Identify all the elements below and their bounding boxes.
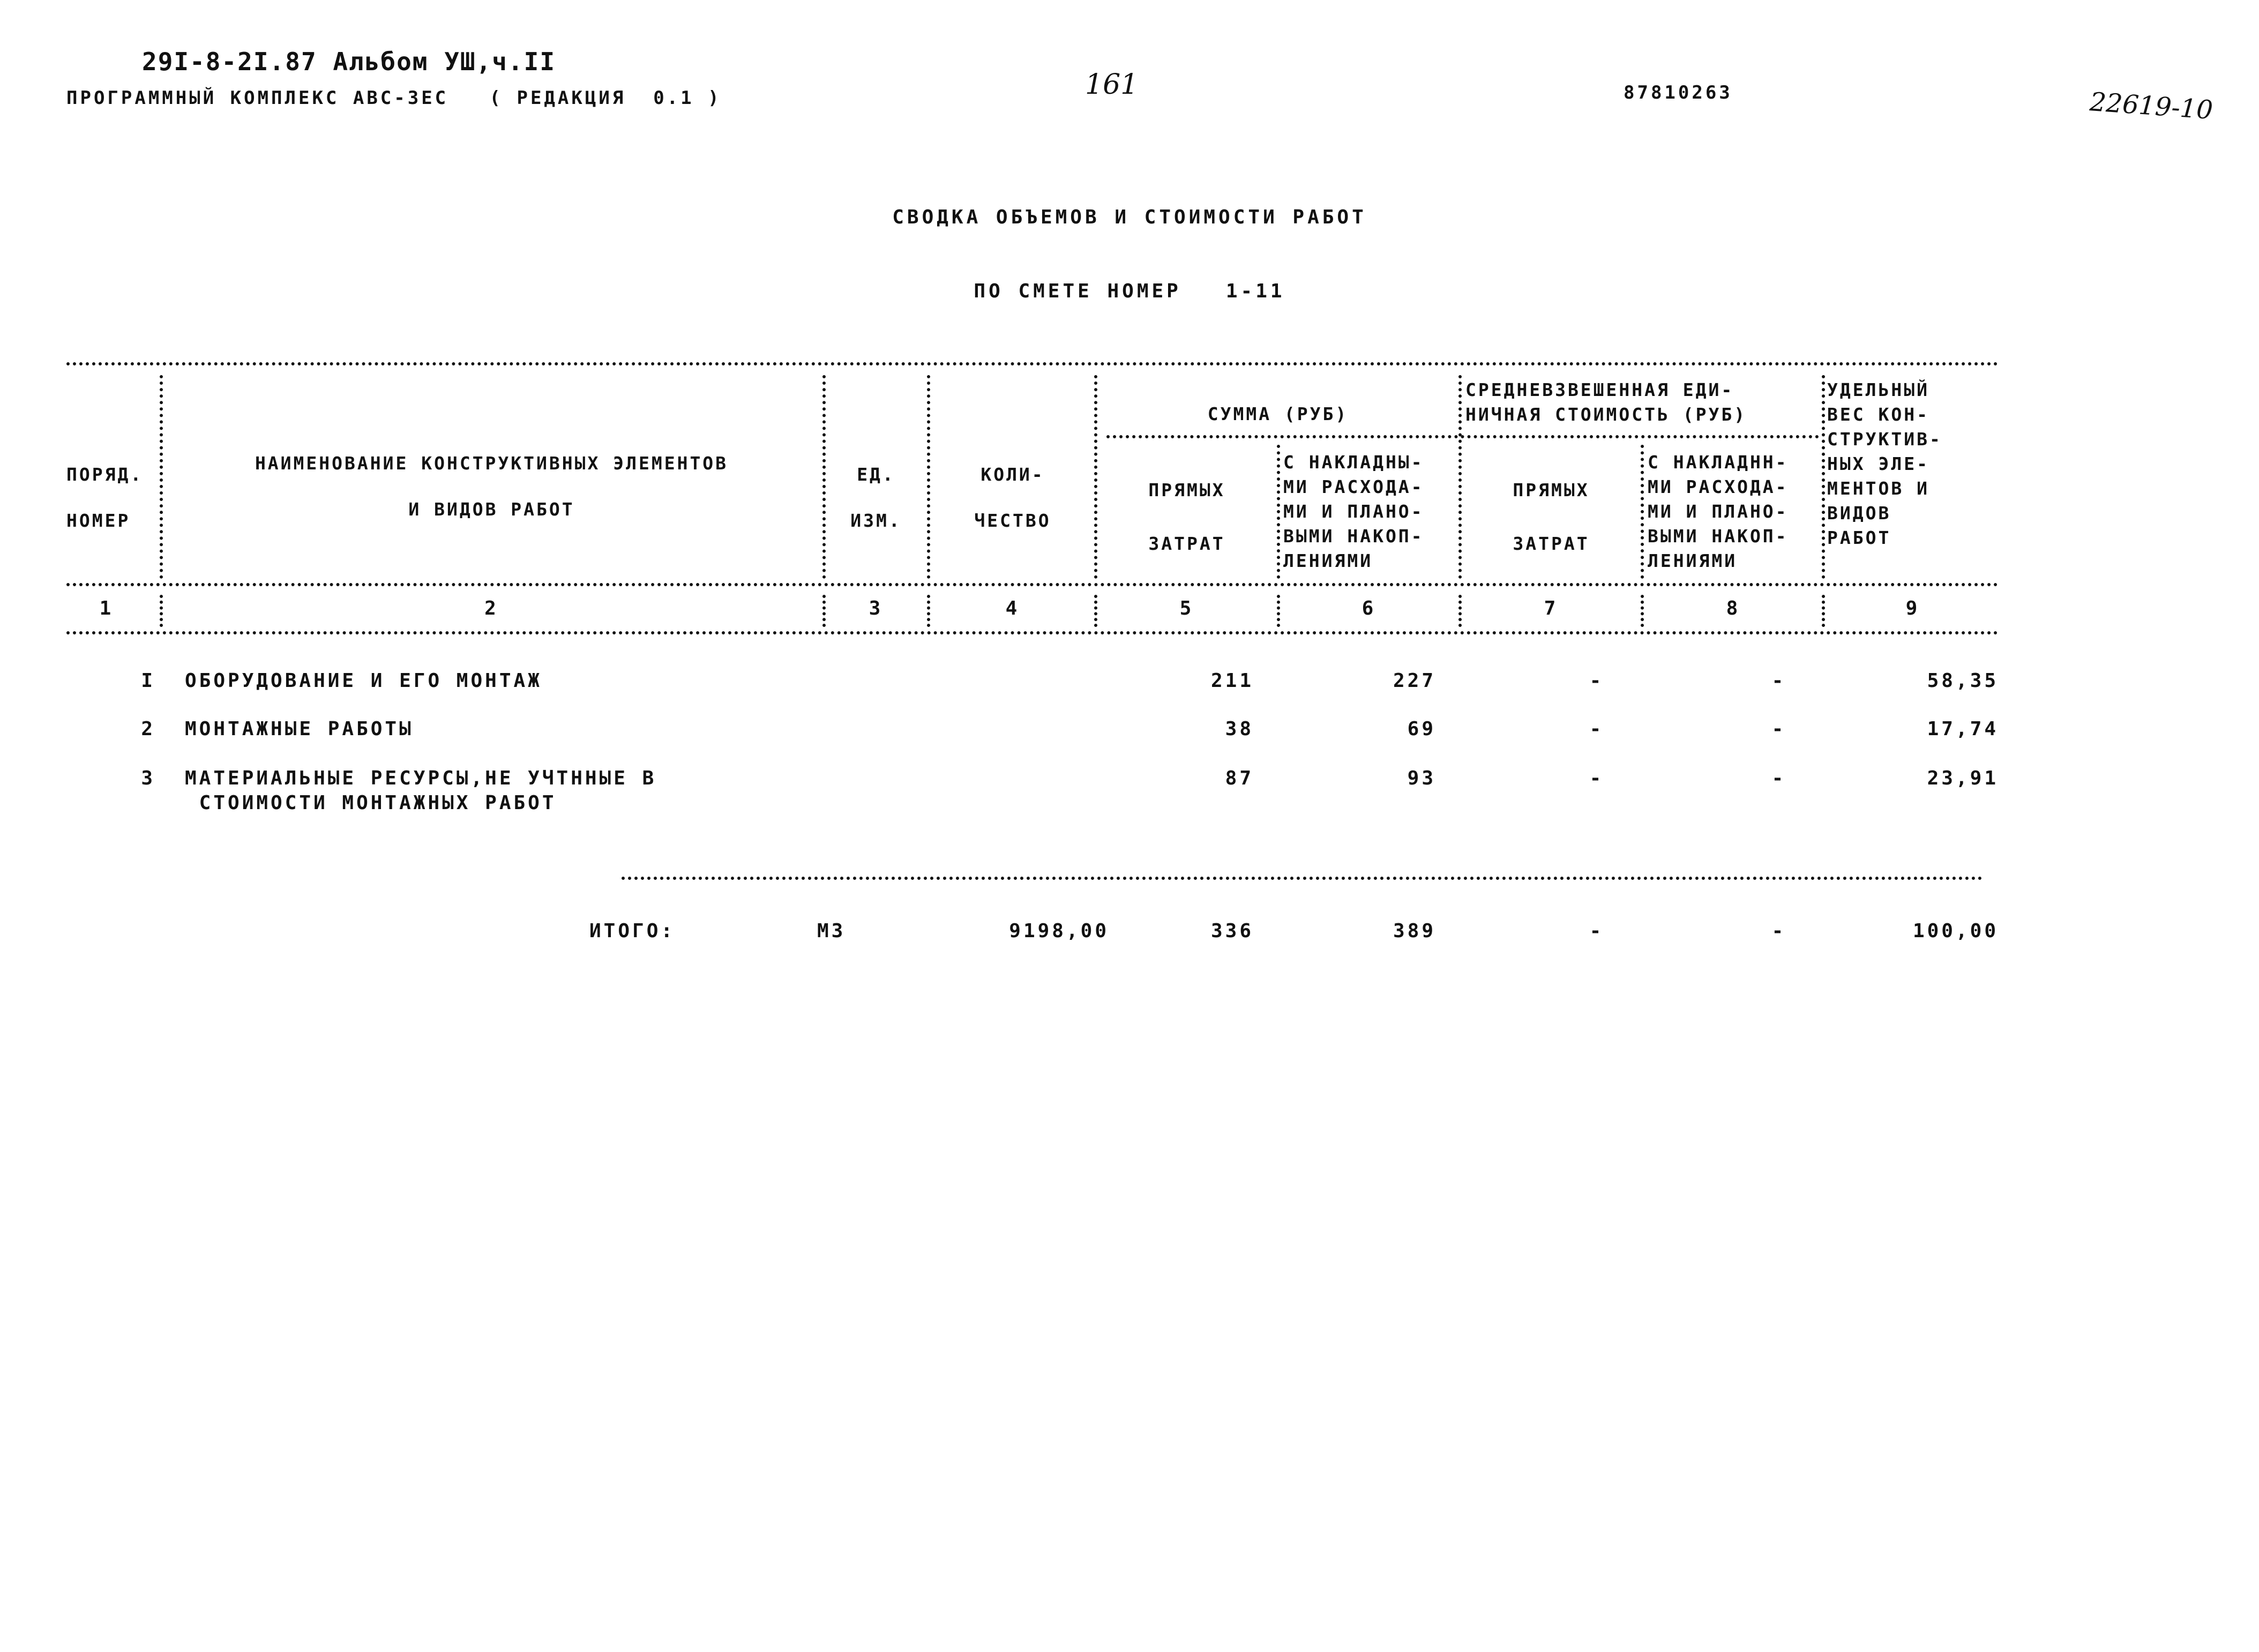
col-separator [822,375,826,579]
header-avg-overhead: С НАКЛАДНН- МИ РАСХОДА- МИ И ПЛАНО- ВЫМИ НАКОП- ЛЕНИЯМИ [1648,452,1789,571]
row-direct: 211 [1210,670,1254,692]
col-separator [1641,595,1644,627]
header-unit: ЕД. ИЗМ. [850,464,902,531]
col-separator [927,375,930,579]
header-avg-direct: ПРЯМЫХ ЗАТРАТ [1513,480,1590,554]
total-label: ИТОГО: [589,920,676,942]
col-separator [1277,595,1280,627]
total-direct: 336 [1210,920,1254,942]
header-bottom-rule [66,583,1999,586]
table-top-rule [66,362,1999,365]
total-overhead: 389 [1393,920,1436,942]
column-number: 5 [1179,597,1194,619]
column-number: 3 [869,597,884,619]
row-avg-direct: - [1589,670,1604,692]
header-avg-group: СРЕДНЕВЗВЕШЕННАЯ ЕДИ- НИЧНАЯ СТОИМОСТЬ (РУБ) [1465,379,1747,425]
column-number: 1 [99,597,114,619]
totals-rule [622,877,1983,880]
total-avg-overhead: - [1771,920,1786,942]
total-quantity: 9198,00 [1009,920,1109,942]
col-separator [1458,595,1462,627]
page-number: 161 [1085,69,1139,101]
header-direct-costs: ПРЯМЫХ ЗАТРАТ [1148,480,1225,554]
col-separator [1277,445,1280,579]
row-share: 58,35 [1927,670,1999,692]
col-separator [822,595,826,627]
col-separator [927,595,930,627]
row-overhead: 69 [1407,718,1436,740]
total-avg-direct: - [1589,920,1604,942]
row-avg-direct: - [1589,718,1604,740]
page-subtitle: ПО СМЕТЕ НОМЕР 1-11 [974,280,1285,302]
row-direct: 87 [1225,767,1254,789]
header-with-overhead: С НАКЛАДНЫ- МИ РАСХОДА- МИ И ПЛАНО- ВЫМИ НАКОП- ЛЕНИЯМИ [1283,452,1424,571]
col-separator [1822,375,1825,579]
group-header-rule [1106,435,1819,438]
row-name: МОНТАЖНЫЕ РАБОТЫ [185,718,414,740]
total-unit: МЗ [817,920,846,942]
row-number: 3 [141,767,155,789]
col-separator [1822,595,1825,627]
row-name: МАТЕРИАЛЬНЫЕ РЕСУРСЫ,НЕ УЧТННЫЕ В СТОИМОСТИ МОНТАЖНЫХ РАБОТ [185,767,657,814]
row-direct: 38 [1225,718,1254,740]
row-overhead: 93 [1407,767,1436,789]
col-separator [1094,375,1097,579]
page-title: СВОДКА ОБЪЕМОВ И СТОИМОСТИ РАБОТ [892,206,1367,228]
column-number: 6 [1362,597,1377,619]
row-name: ОБОРУДОВАНИЕ И ЕГО МОНТАЖ [185,670,542,692]
program-info: ПРОГРАММНЫЙ КОМПЛЕКС АВС-ЗЕС ( РЕДАКЦИЯ 0.1 ) [66,87,722,109]
col-separator [160,375,163,579]
col-separator [160,595,163,627]
header-sum-group: СУММА (РУБ) [1207,403,1349,424]
column-number: 2 [484,597,499,619]
row-avg-overhead: - [1771,670,1786,692]
row-share: 17,74 [1927,718,1999,740]
row-number: I [141,670,155,692]
document-code: 87810263 [1624,82,1733,103]
column-number: 7 [1544,597,1559,619]
column-number: 4 [1005,597,1020,619]
col-separator [1641,445,1644,579]
col-separator [1458,375,1462,579]
row-avg-overhead: - [1771,767,1786,789]
row-number: 2 [141,718,155,740]
column-number: 9 [1905,597,1920,619]
row-share: 23,91 [1927,767,1999,789]
row-avg-direct: - [1589,767,1604,789]
inventory-number: 22619-10 [2089,87,2214,125]
column-number: 8 [1726,597,1741,619]
row-overhead: 227 [1393,670,1436,692]
album-reference: 29I-8-2I.87 Альбом УШ,ч.II [142,47,556,76]
header-quantity: КОЛИ- ЧЕСТВО [974,464,1051,531]
row-avg-overhead: - [1771,718,1786,740]
header-order-number: ПОРЯД. НОМЕР [66,464,144,531]
header-element-name: НАИМЕНОВАНИЕ КОНСТРУКТИВНЫХ ЭЛЕМЕНТОВ И ВИДОВ РАБОТ [255,453,729,520]
col-separator [1094,595,1097,627]
total-share: 100,00 [1912,920,1999,942]
column-numbers-rule [66,631,1999,634]
header-share: УДЕЛЬНЫЙ ВЕС КОН- СТРУКТИВ- НЫХ ЭЛЕ- МЕНТОВ И ВИДОВ РАБОТ [1827,379,1942,548]
